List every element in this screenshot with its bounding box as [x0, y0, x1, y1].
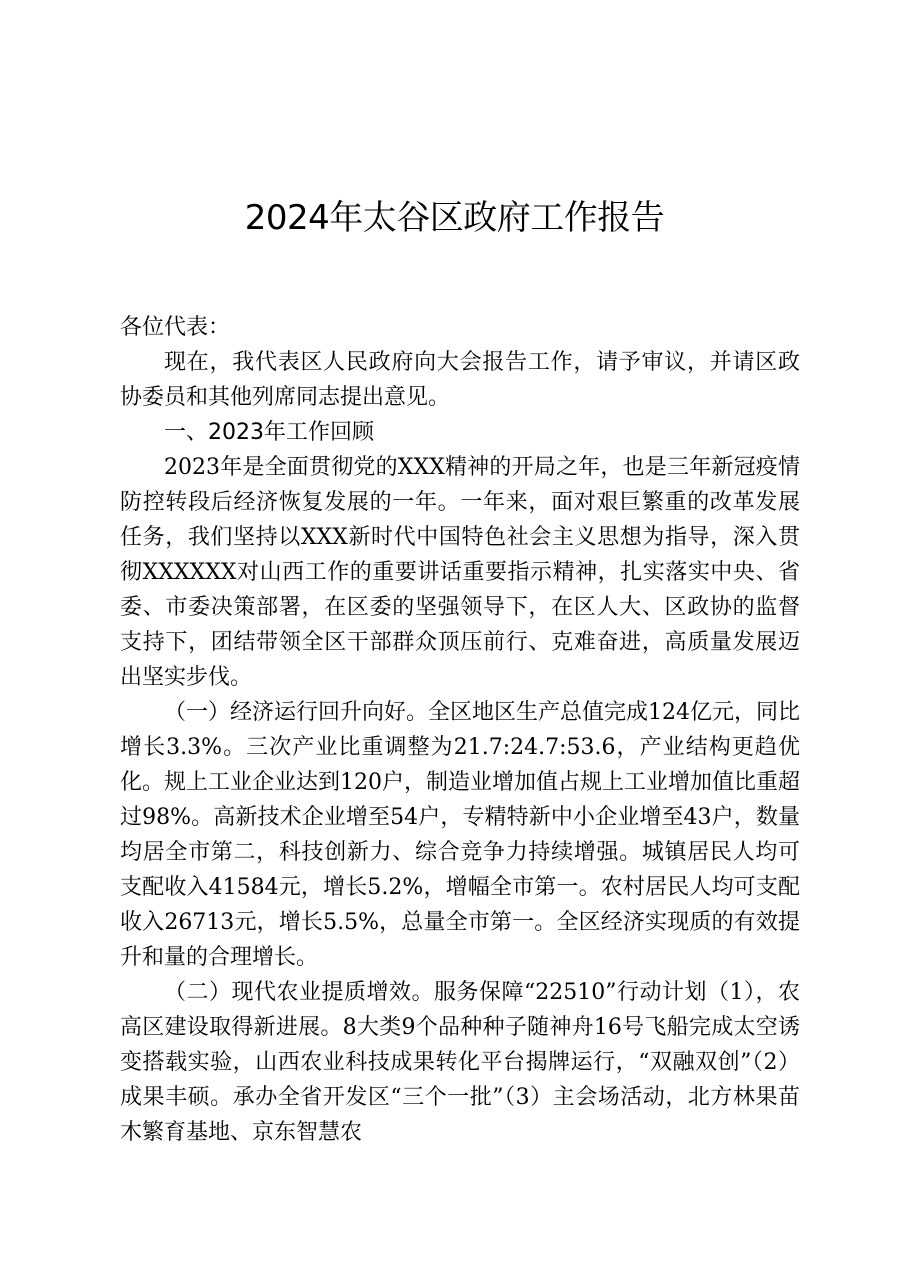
salutation: 各位代表：	[120, 315, 231, 340]
agriculture-paragraph: （二）现代农业提质增效。服务保障“22510”行动计划（1），农高区建设取得新进展。8大类9个品种种子随神舟16号飞船完成太空诱变搭载实验，山西农业科技成果转化平台揭牌运行，“双融双创”（2）成果丰硕。承办全省开发区“三个一批”（3）主会场活动，北方林果苗木繁育基地、京东智慧农	[120, 980, 800, 1145]
document-body	[120, 310, 800, 1150]
document-title: 2024年太谷区政府工作报告	[244, 198, 665, 238]
economy-paragraph: （一）经济运行回升向好。全区地区生产总值完成124亿元，同比增长3.3%。三次产业比重调整为21.7:24.7:53.6，产业结构更趋优化。规上工业企业达到120户，制造业增加值占规上工业增加值比重超过98%。高新技术企业增至54户，专精特新中小企业增至43户，数量均居全市第二，科技创新力、综合竞争力持续增强。城镇居民人均可支配收入41584元，增长5.2%，增幅全市第一。农村居民人均可支配收入26713元，增长5.5%，总量全市第一。全区经济实现质的有效提升和量的合理增长。	[120, 700, 800, 970]
section-heading: 一、2023年工作回顾	[164, 420, 374, 445]
review-paragraph: 2023年是全面贯彻党的XXX精神的开局之年，也是三年新冠疫情防控转段后经济恢复发展的一年。一年来，面对艰巨繁重的改革发展任务，我们坚持以XXX新时代中国特色社会主义思想为指导，深入贯彻XXXXXX对山西工作的重要讲话重要指示精神，扎实落实中央、省委、市委决策部署，在区委的坚强领导下，在区人大、区政协的监督支持下，团结带领全区干部群众顶压前行、克难奋进，高质量发展迈出坚实步伐。	[120, 455, 800, 690]
opening-paragraph: 现在，我代表区人民政府向大会报告工作，请予审议，并请区政协委员和其他列席同志提出意见。	[120, 350, 800, 410]
